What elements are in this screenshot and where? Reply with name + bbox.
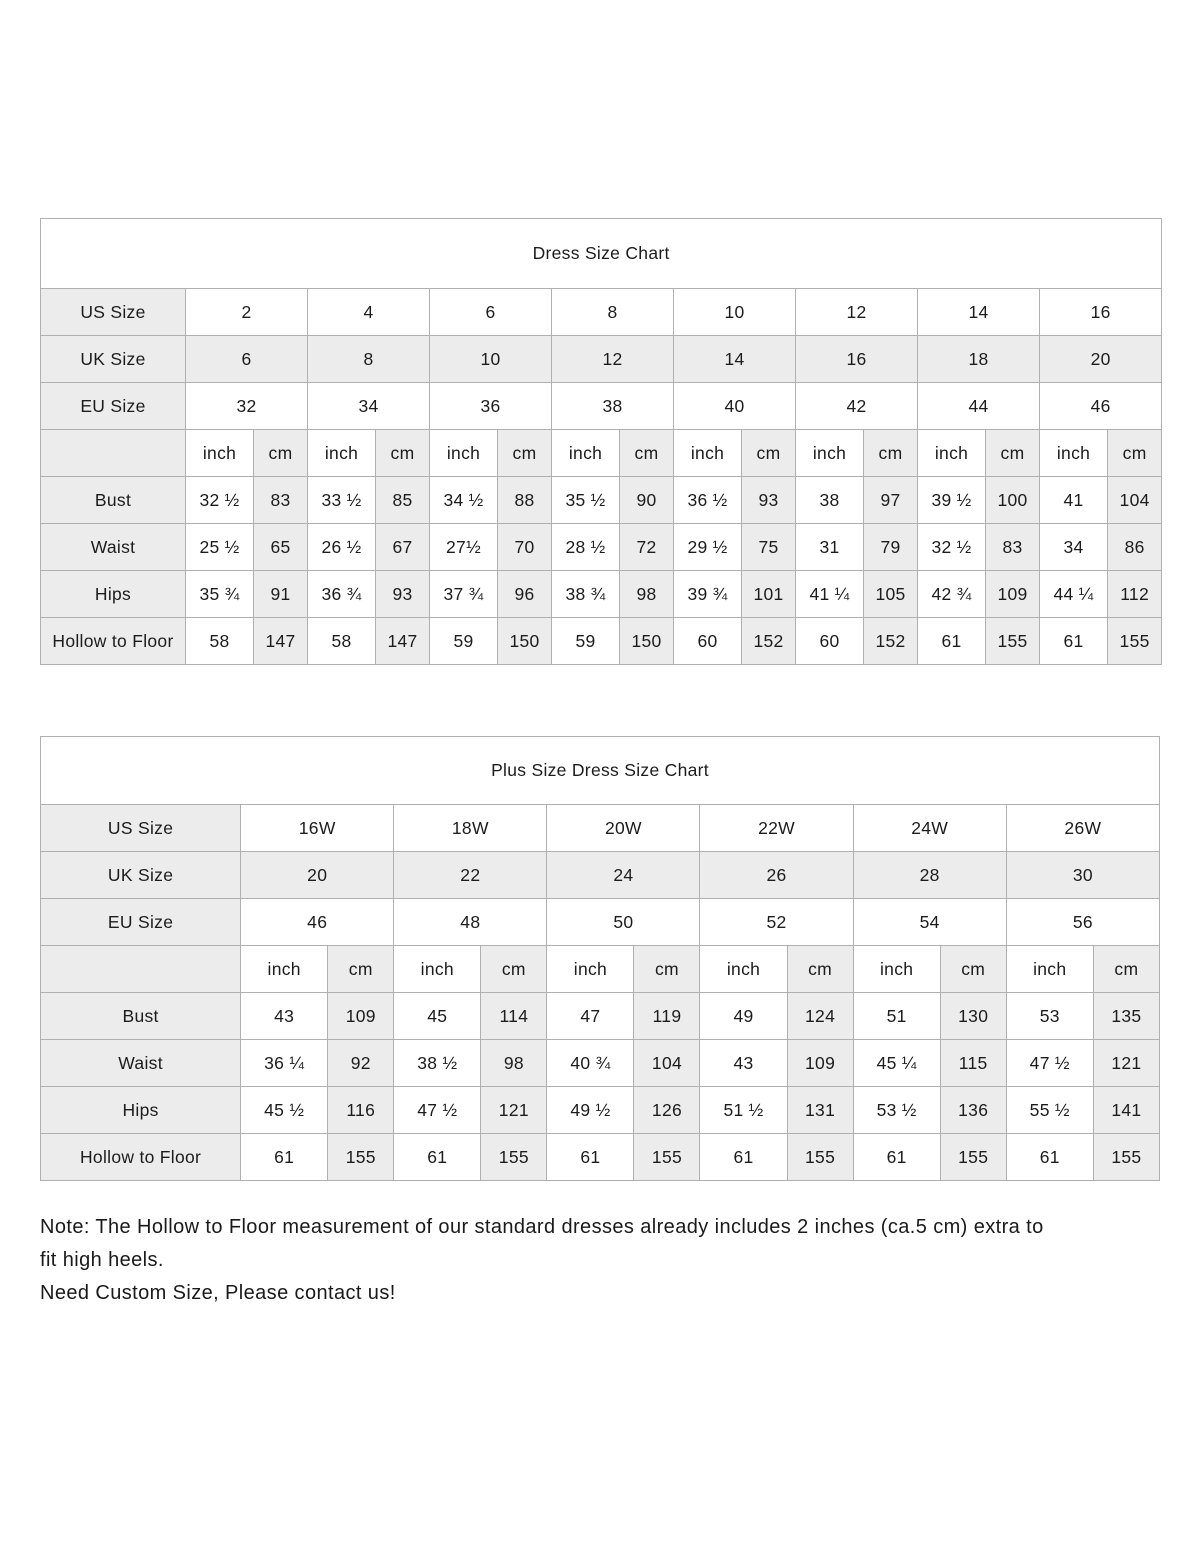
size-value-cell: 56 [1006, 899, 1159, 946]
inch-value-cell: 45 ¼ [853, 1040, 940, 1087]
inch-value-cell: 33 ½ [308, 477, 376, 524]
cm-value-cell: 155 [1108, 618, 1162, 665]
row-label: Hollow to Floor [41, 618, 186, 665]
cm-value-cell: 135 [1093, 993, 1159, 1040]
row-label: Waist [41, 524, 186, 571]
cm-value-cell: 97 [864, 477, 918, 524]
size-value-cell: 24 [547, 852, 700, 899]
size-value-cell: 22 [394, 852, 547, 899]
inch-unit-label: inch [1040, 430, 1108, 477]
cm-value-cell: 150 [620, 618, 674, 665]
cm-value-cell: 131 [787, 1087, 853, 1134]
cm-value-cell: 65 [254, 524, 308, 571]
size-value-cell: 54 [853, 899, 1006, 946]
corner-empty-cell [41, 430, 186, 477]
measurement-row [41, 524, 1162, 571]
inch-value-cell: 53 [1006, 993, 1093, 1040]
cm-value-cell: 67 [376, 524, 430, 571]
cm-value-cell: 93 [376, 571, 430, 618]
cm-unit-label: cm [376, 430, 430, 477]
cm-value-cell: 114 [481, 993, 547, 1040]
size-value-cell: 20 [1040, 336, 1162, 383]
inch-value-cell: 49 ½ [547, 1087, 634, 1134]
row-label: EU Size [41, 899, 241, 946]
inch-value-cell: 45 ½ [241, 1087, 328, 1134]
cm-value-cell: 141 [1093, 1087, 1159, 1134]
inch-value-cell: 34 [1040, 524, 1108, 571]
inch-value-cell: 37 ¾ [430, 571, 498, 618]
inch-value-cell: 58 [186, 618, 254, 665]
inch-value-cell: 36 ¼ [241, 1040, 328, 1087]
inch-value-cell: 39 ½ [918, 477, 986, 524]
cm-value-cell: 83 [986, 524, 1040, 571]
size-value-cell: 14 [918, 289, 1040, 336]
cm-unit-label: cm [787, 946, 853, 993]
cm-value-cell: 70 [498, 524, 552, 571]
inch-value-cell: 47 ½ [1006, 1040, 1093, 1087]
size-value-cell: 20W [547, 805, 700, 852]
size-value-cell: 26W [1006, 805, 1159, 852]
cm-value-cell: 98 [620, 571, 674, 618]
cm-value-cell: 155 [940, 1134, 1006, 1181]
cm-unit-label: cm [864, 430, 918, 477]
cm-value-cell: 155 [1093, 1134, 1159, 1181]
size-value-cell: 8 [552, 289, 674, 336]
size-value-cell: 50 [547, 899, 700, 946]
cm-value-cell: 155 [787, 1134, 853, 1181]
inch-value-cell: 61 [394, 1134, 481, 1181]
cm-unit-label: cm [742, 430, 796, 477]
standard-table-title: Dress Size Chart [41, 219, 1162, 289]
cm-value-cell: 147 [376, 618, 430, 665]
row-label: Hollow to Floor [41, 1134, 241, 1181]
inch-value-cell: 35 ¾ [186, 571, 254, 618]
plus-dress-size-table [40, 736, 1160, 1181]
size-value-cell: 2 [186, 289, 308, 336]
row-label: Waist [41, 1040, 241, 1087]
cm-unit-label: cm [634, 946, 700, 993]
size-value-cell: 36 [430, 383, 552, 430]
note [40, 1211, 1160, 1310]
size-value-cell: 32 [186, 383, 308, 430]
corner-empty-cell [41, 946, 241, 993]
measurement-row [41, 1040, 1160, 1087]
size-value-cell: 12 [552, 336, 674, 383]
row-label: UK Size [41, 336, 186, 383]
inch-value-cell: 43 [700, 1040, 787, 1087]
unit-header-row [41, 430, 1162, 477]
inch-value-cell: 43 [241, 993, 328, 1040]
cm-unit-label: cm [986, 430, 1040, 477]
inch-value-cell: 61 [700, 1134, 787, 1181]
size-value-cell: 24W [853, 805, 1006, 852]
cm-value-cell: 121 [481, 1087, 547, 1134]
cm-value-cell: 116 [328, 1087, 394, 1134]
size-value-cell: 28 [853, 852, 1006, 899]
inch-value-cell: 36 ½ [674, 477, 742, 524]
size-value-cell: 16 [796, 336, 918, 383]
inch-value-cell: 28 ½ [552, 524, 620, 571]
row-label: US Size [41, 289, 186, 336]
size-row [41, 899, 1160, 946]
inch-value-cell: 44 ¼ [1040, 571, 1108, 618]
size-value-cell: 6 [186, 336, 308, 383]
cm-value-cell: 150 [498, 618, 552, 665]
inch-value-cell: 61 [547, 1134, 634, 1181]
inch-unit-label: inch [394, 946, 481, 993]
cm-value-cell: 96 [498, 571, 552, 618]
cm-value-cell: 79 [864, 524, 918, 571]
size-value-cell: 18 [918, 336, 1040, 383]
cm-value-cell: 83 [254, 477, 308, 524]
row-label: UK Size [41, 852, 241, 899]
inch-value-cell: 42 ¾ [918, 571, 986, 618]
inch-unit-label: inch [308, 430, 376, 477]
size-row [41, 852, 1160, 899]
cm-value-cell: 88 [498, 477, 552, 524]
row-label: Bust [41, 477, 186, 524]
size-value-cell: 42 [796, 383, 918, 430]
size-value-cell: 46 [241, 899, 394, 946]
inch-value-cell: 41 ¼ [796, 571, 864, 618]
cm-value-cell: 92 [328, 1040, 394, 1087]
inch-value-cell: 35 ½ [552, 477, 620, 524]
cm-value-cell: 109 [986, 571, 1040, 618]
cm-value-cell: 130 [940, 993, 1006, 1040]
cm-value-cell: 91 [254, 571, 308, 618]
cm-value-cell: 126 [634, 1087, 700, 1134]
size-row [41, 805, 1160, 852]
size-row [41, 289, 1162, 336]
inch-value-cell: 26 ½ [308, 524, 376, 571]
size-value-cell: 6 [430, 289, 552, 336]
standard-dress-size-table [40, 218, 1162, 665]
cm-value-cell: 152 [864, 618, 918, 665]
cm-value-cell: 119 [634, 993, 700, 1040]
size-value-cell: 40 [674, 383, 796, 430]
cm-value-cell: 112 [1108, 571, 1162, 618]
size-value-cell: 38 [552, 383, 674, 430]
inch-value-cell: 55 ½ [1006, 1087, 1093, 1134]
unit-header-row [41, 946, 1160, 993]
inch-unit-label: inch [241, 946, 328, 993]
note-line-3: Need Custom Size, Please contact us! [40, 1282, 396, 1304]
row-label: Hips [41, 1087, 241, 1134]
cm-value-cell: 85 [376, 477, 430, 524]
inch-value-cell: 47 [547, 993, 634, 1040]
cm-value-cell: 109 [328, 993, 394, 1040]
cm-value-cell: 155 [328, 1134, 394, 1181]
inch-unit-label: inch [674, 430, 742, 477]
inch-value-cell: 59 [552, 618, 620, 665]
size-value-cell: 22W [700, 805, 853, 852]
row-label: US Size [41, 805, 241, 852]
inch-unit-label: inch [552, 430, 620, 477]
cm-unit-label: cm [1093, 946, 1159, 993]
measurement-row [41, 477, 1162, 524]
inch-value-cell: 59 [430, 618, 498, 665]
inch-value-cell: 27½ [430, 524, 498, 571]
measurement-row [41, 571, 1162, 618]
inch-value-cell: 51 [853, 993, 940, 1040]
measurement-row [41, 618, 1162, 665]
inch-unit-label: inch [796, 430, 864, 477]
cm-value-cell: 105 [864, 571, 918, 618]
cm-value-cell: 100 [986, 477, 1040, 524]
inch-value-cell: 47 ½ [394, 1087, 481, 1134]
cm-unit-label: cm [940, 946, 1006, 993]
inch-unit-label: inch [430, 430, 498, 477]
row-label: Hips [41, 571, 186, 618]
cm-unit-label: cm [328, 946, 394, 993]
size-value-cell: 10 [674, 289, 796, 336]
cm-value-cell: 93 [742, 477, 796, 524]
cm-value-cell: 101 [742, 571, 796, 618]
cm-value-cell: 104 [634, 1040, 700, 1087]
table-title-row [41, 737, 1160, 805]
inch-value-cell: 60 [674, 618, 742, 665]
inch-value-cell: 41 [1040, 477, 1108, 524]
measurement-row [41, 1087, 1160, 1134]
inch-value-cell: 51 ½ [700, 1087, 787, 1134]
size-value-cell: 46 [1040, 383, 1162, 430]
inch-unit-label: inch [186, 430, 254, 477]
measurement-row [41, 1134, 1160, 1181]
cm-value-cell: 72 [620, 524, 674, 571]
inch-value-cell: 45 [394, 993, 481, 1040]
size-value-cell: 20 [241, 852, 394, 899]
inch-value-cell: 61 [918, 618, 986, 665]
cm-value-cell: 147 [254, 618, 308, 665]
inch-value-cell: 38 ½ [394, 1040, 481, 1087]
cm-value-cell: 86 [1108, 524, 1162, 571]
inch-value-cell: 38 ¾ [552, 571, 620, 618]
row-label: Bust [41, 993, 241, 1040]
size-value-cell: 16 [1040, 289, 1162, 336]
cm-value-cell: 115 [940, 1040, 1006, 1087]
inch-value-cell: 36 ¾ [308, 571, 376, 618]
inch-value-cell: 61 [1006, 1134, 1093, 1181]
inch-value-cell: 25 ½ [186, 524, 254, 571]
plus-table-title: Plus Size Dress Size Chart [41, 737, 1160, 805]
inch-value-cell: 32 ½ [918, 524, 986, 571]
inch-value-cell: 38 [796, 477, 864, 524]
inch-unit-label: inch [1006, 946, 1093, 993]
cm-value-cell: 155 [481, 1134, 547, 1181]
inch-unit-label: inch [700, 946, 787, 993]
size-value-cell: 34 [308, 383, 430, 430]
inch-value-cell: 58 [308, 618, 376, 665]
inch-value-cell: 61 [853, 1134, 940, 1181]
cm-value-cell: 121 [1093, 1040, 1159, 1087]
size-value-cell: 10 [430, 336, 552, 383]
cm-value-cell: 152 [742, 618, 796, 665]
inch-value-cell: 61 [1040, 618, 1108, 665]
cm-value-cell: 90 [620, 477, 674, 524]
size-value-cell: 30 [1006, 852, 1159, 899]
size-value-cell: 8 [308, 336, 430, 383]
inch-unit-label: inch [853, 946, 940, 993]
cm-value-cell: 155 [634, 1134, 700, 1181]
cm-value-cell: 155 [986, 618, 1040, 665]
size-value-cell: 4 [308, 289, 430, 336]
measurement-row [41, 993, 1160, 1040]
size-row [41, 336, 1162, 383]
size-value-cell: 26 [700, 852, 853, 899]
inch-value-cell: 40 ¾ [547, 1040, 634, 1087]
inch-value-cell: 34 ½ [430, 477, 498, 524]
inch-unit-label: inch [918, 430, 986, 477]
cm-unit-label: cm [620, 430, 674, 477]
inch-value-cell: 39 ¾ [674, 571, 742, 618]
size-value-cell: 18W [394, 805, 547, 852]
size-value-cell: 14 [674, 336, 796, 383]
inch-unit-label: inch [547, 946, 634, 993]
cm-unit-label: cm [481, 946, 547, 993]
cm-value-cell: 136 [940, 1087, 1006, 1134]
cm-unit-label: cm [254, 430, 308, 477]
note-line-2: fit high heels. [40, 1249, 164, 1271]
inch-value-cell: 29 ½ [674, 524, 742, 571]
size-value-cell: 52 [700, 899, 853, 946]
size-value-cell: 12 [796, 289, 918, 336]
cm-value-cell: 104 [1108, 477, 1162, 524]
inch-value-cell: 60 [796, 618, 864, 665]
size-value-cell: 16W [241, 805, 394, 852]
cm-value-cell: 124 [787, 993, 853, 1040]
inch-value-cell: 53 ½ [853, 1087, 940, 1134]
cm-unit-label: cm [498, 430, 552, 477]
inch-value-cell: 61 [241, 1134, 328, 1181]
inch-value-cell: 31 [796, 524, 864, 571]
cm-value-cell: 98 [481, 1040, 547, 1087]
cm-unit-label: cm [1108, 430, 1162, 477]
size-row [41, 383, 1162, 430]
inch-value-cell: 32 ½ [186, 477, 254, 524]
cm-value-cell: 109 [787, 1040, 853, 1087]
cm-value-cell: 75 [742, 524, 796, 571]
size-value-cell: 48 [394, 899, 547, 946]
row-label: EU Size [41, 383, 186, 430]
inch-value-cell: 49 [700, 993, 787, 1040]
note-line-1: Note: The Hollow to Floor measurement of our standard dresses already includes 2 inches (ca.5 cm) extra to [40, 1216, 1044, 1238]
table-title-row [41, 219, 1162, 289]
size-value-cell: 44 [918, 383, 1040, 430]
